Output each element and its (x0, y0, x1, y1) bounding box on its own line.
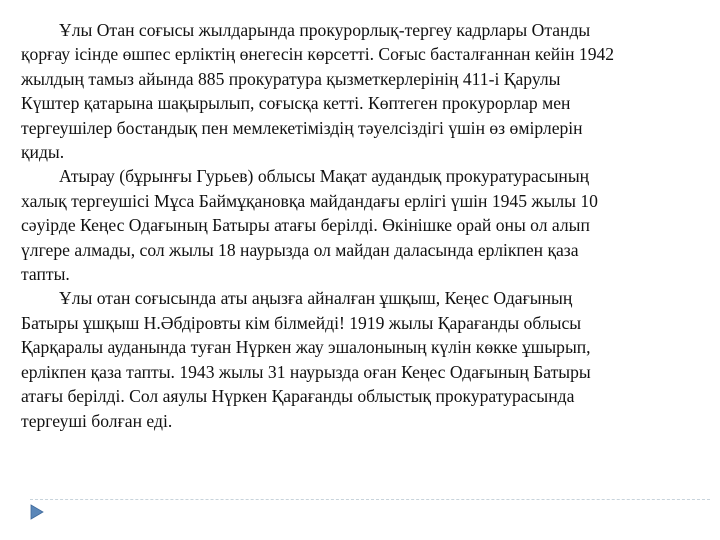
text-line: тергеуші болған еді. (21, 410, 173, 431)
triangle-right-icon (30, 504, 44, 520)
text-body (21, 18, 701, 433)
text-line: тергеушілер бостандық пен мемлекетіміздің тәуелсіздігі үшін өз өмірлерін (21, 117, 583, 138)
text-line: Қарқаралы ауданында туған Нүркен жау эшалонының күлін көкке ұшырып, (21, 337, 591, 358)
paragraph-1 (21, 18, 701, 164)
text-line: ерлікпен қаза тапты. 1943 жылы 31 наурызда оған Кеңес Одағының Батыры (21, 361, 591, 382)
paragraph-3 (21, 286, 701, 432)
text-line: атағы берілді. Сол аяулы Нүркен Қарағанды облыстық прокуратурасында (21, 386, 575, 407)
paragraph-2 (21, 164, 701, 286)
text-line: Батыры ұшқыш Н.Әбдіровты кім білмейді! 1919 жылы Қарағанды облысы (21, 312, 582, 333)
text-line: тапты. (21, 264, 70, 285)
text-line: Ұлы Отан соғысы жылдарында прокурорлық-тергеу кадрлары Отанды (59, 20, 591, 40)
footer-divider (30, 499, 710, 500)
text-line: Ұлы отан соғысында аты аңызға айналған ұшқыш, Кеңес Одағының (59, 288, 573, 309)
text-line: Күштер қатарына шақырылып, соғысқа кетті. Көптеген прокурорлар мен (21, 93, 571, 114)
text-line: Атырау (бұрынғы Гурьев) облысы Мақат аудандық прокуратурасының (59, 166, 590, 187)
text-line: үлгере алмады, сол жылы 18 наурызда ол майдан даласында ерлікпен қаза (21, 239, 579, 260)
text-line: сәуірде Кеңес Одағының Батыры атағы берілді. Өкінішке орай оны ол алып (21, 215, 590, 236)
text-line: қорғау ісінде өшпес ерліктің өнегесін көрсетті. Соғыс басталғаннан кейін 1942 (21, 44, 615, 65)
text-line: жылдың тамыз айында 885 прокуратура қызметкерлерінің 411-і Қарулы (21, 68, 561, 89)
text-line: қиды. (21, 142, 65, 163)
text-line: халық тергеушісі Мұса Баймұқановқа майдандағы ерлігі үшін 1945 жылы 10 (21, 190, 598, 211)
